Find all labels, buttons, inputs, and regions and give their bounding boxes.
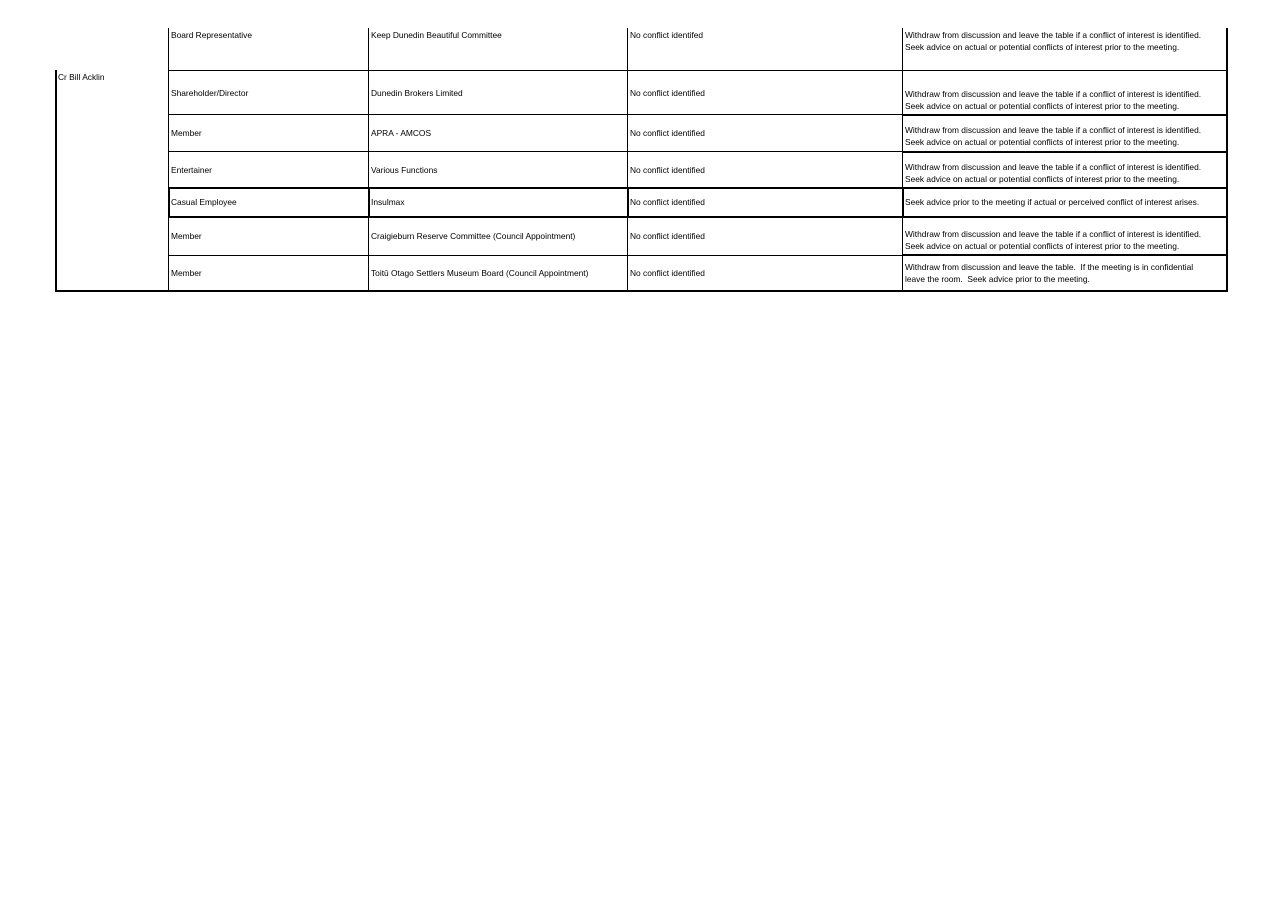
management-plan: Withdraw from discussion and leave the table if a conflict of interest is identified. Seek advice on actual or potential conflicts of interest prior to the meeting. xyxy=(905,125,1202,148)
management-plan: Seek advice prior to the meeting if actual or perceived conflict of interest arises. xyxy=(905,197,1200,207)
interest-nature: Member xyxy=(171,268,202,278)
column-divider xyxy=(627,28,628,292)
conflict-status: No conflict identified xyxy=(630,88,705,98)
row-divider xyxy=(168,216,1228,218)
management-plan: Withdraw from discussion and leave the table if a conflict of interest is identified. Seek advice on actual or potential conflicts of interest prior to the meeting. xyxy=(905,89,1202,112)
table-border-bottom xyxy=(55,290,1228,292)
cell-border xyxy=(902,187,904,217)
interest-nature: Shareholder/Director xyxy=(171,88,249,98)
interest-organisation: Craigieburn Reserve Committee (Council Appointment) xyxy=(371,231,576,241)
interest-organisation: Toitū Otago Settlers Museum Board (Council Appointment) xyxy=(371,268,589,278)
conflict-status: No conflict identified xyxy=(630,128,705,138)
row-divider xyxy=(902,254,1228,256)
interest-organisation: Various Functions xyxy=(371,165,438,175)
conflict-status: No conflict identified xyxy=(630,197,705,207)
conflict-status: No conflict identified xyxy=(630,231,705,241)
interest-organisation: Dunedin Brokers Limited xyxy=(371,88,463,98)
conflict-status: No conflict identified xyxy=(630,268,705,278)
row-divider xyxy=(168,187,1228,189)
management-plan: Withdraw from discussion and leave the table if a conflict of interest is identified. Seek advice on actual or potential conflicts of interest prior to the meeting. xyxy=(905,162,1202,185)
cell-border xyxy=(368,187,370,217)
member-name: Cr Bill Acklin xyxy=(58,72,105,82)
interest-nature: Entertainer xyxy=(171,165,212,175)
row-divider xyxy=(902,151,1228,153)
conflict-status: No conflict identified xyxy=(630,165,705,175)
interest-nature: Casual Employee xyxy=(171,197,237,207)
conflict-status: No conflict identifed xyxy=(630,30,704,40)
row-divider xyxy=(902,114,1228,116)
column-divider xyxy=(168,28,169,292)
table-border-right xyxy=(1226,28,1228,292)
cell-border xyxy=(168,187,170,217)
interest-nature: Board Representative xyxy=(171,30,253,40)
row-divider xyxy=(168,70,1228,71)
interest-nature: Member xyxy=(171,128,202,138)
management-plan: Withdraw from discussion and leave the table if a conflict of interest is identified. Seek advice on actual or potential conflicts of interest prior to the meeting. xyxy=(905,229,1202,252)
management-plan: Withdraw from discussion and leave the table if a conflict of interest is identified. Seek advice on actual or potential conflicts of interest prior to the meeting. xyxy=(905,30,1202,53)
column-divider xyxy=(902,28,903,292)
interest-nature: Member xyxy=(171,231,202,241)
interest-organisation: APRA - AMCOS xyxy=(371,128,432,138)
management-plan: Withdraw from discussion and leave the table. If the meeting is in confidential leave the room. Seek advice prior to the meeting. xyxy=(905,262,1194,285)
interest-organisation: Keep Dunedin Beautiful Committee xyxy=(371,30,502,40)
table-border-left xyxy=(55,70,57,292)
column-divider xyxy=(368,28,369,292)
cell-border xyxy=(627,187,629,217)
interest-organisation: Insulmax xyxy=(371,197,405,207)
